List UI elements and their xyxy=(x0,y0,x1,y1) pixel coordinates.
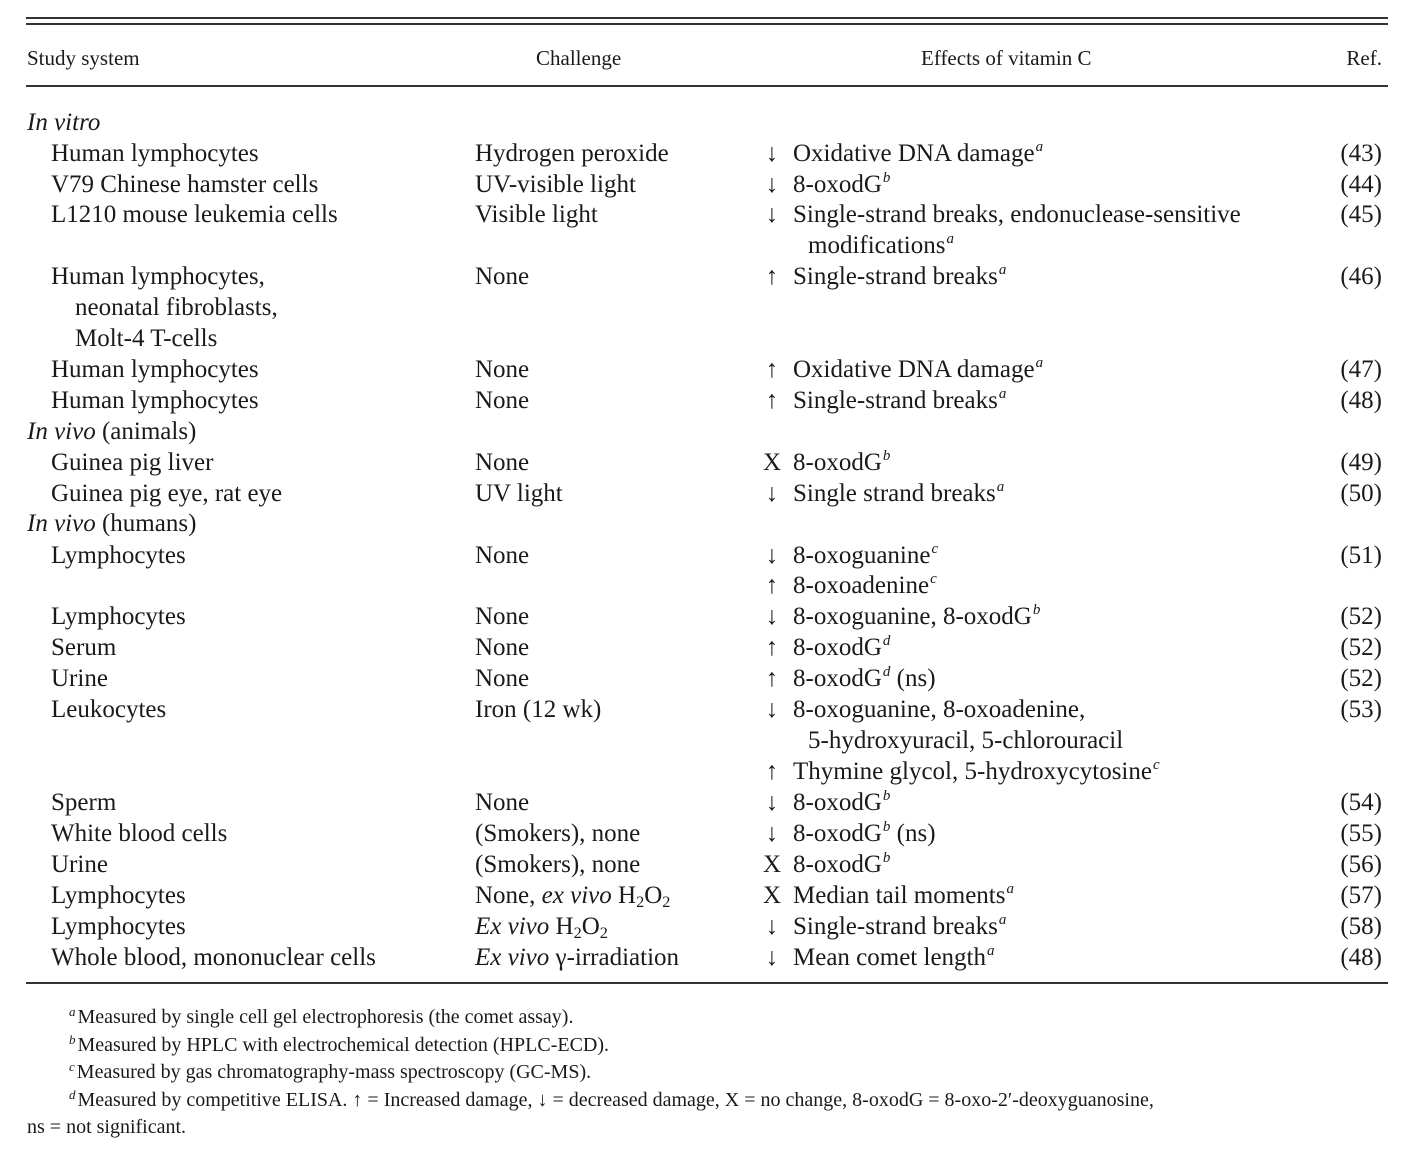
table-row xyxy=(0,601,1414,632)
cell-challenge: None xyxy=(475,356,530,383)
table-row xyxy=(0,540,1414,571)
cell-challenge: Hydrogen peroxide xyxy=(475,140,669,167)
cell-symbol: ↓ xyxy=(765,542,779,569)
table-row xyxy=(0,138,1414,169)
cell-effect xyxy=(793,880,1014,911)
effect-text: 8-oxodG xyxy=(793,789,882,816)
cell-challenge xyxy=(475,911,608,942)
effect-text: 8-oxoguanine, 8-oxodG xyxy=(793,603,1032,630)
cell-symbol: ↓ xyxy=(765,696,779,723)
footnote-mark: b xyxy=(882,819,891,836)
cell-ref: (52) xyxy=(1340,603,1382,630)
cell-challenge: Visible light xyxy=(475,201,598,228)
table-row xyxy=(0,632,1414,663)
cell-challenge: None xyxy=(475,387,530,414)
footnote-mark: a xyxy=(998,262,1007,279)
challenge-text: H xyxy=(549,913,574,940)
challenge-text: H xyxy=(611,882,637,909)
footnote-mark: c xyxy=(931,541,939,558)
cell-system: Serum xyxy=(51,634,117,661)
footnote-mark: d xyxy=(882,664,891,681)
footnote-mark: a xyxy=(998,912,1007,929)
footnote-mark: b xyxy=(882,448,891,465)
footnote-mark: c xyxy=(1152,757,1160,774)
table-row-continuation xyxy=(0,230,1414,261)
cell-effect: 8-oxoguanine, 8-oxoadenine, xyxy=(793,696,1086,723)
effect-note: (ns) xyxy=(890,665,936,692)
effect-text: Thymine glycol, 5-hydroxycytosine xyxy=(793,758,1152,785)
cell-ref: (48) xyxy=(1340,944,1382,971)
cell-effect xyxy=(793,756,1160,787)
cell-effect xyxy=(793,911,1006,942)
cell-effect xyxy=(793,385,1006,416)
cell-effect xyxy=(793,261,1006,292)
cell-system-continuation: neonatal fibroblasts, xyxy=(75,294,278,321)
cell-symbol: X xyxy=(762,882,782,909)
table-row xyxy=(0,849,1414,880)
effect-text: 8-oxodG xyxy=(793,634,882,661)
cell-ref: (45) xyxy=(1340,201,1382,228)
effect-text: Single-strand breaks xyxy=(793,913,998,940)
footnote-mark: b xyxy=(69,1031,76,1047)
footnote-mark: a xyxy=(1035,355,1044,372)
footnote-mark: a xyxy=(1035,139,1044,156)
cell-symbol: ↓ xyxy=(765,603,779,630)
cell-system: V79 Chinese hamster cells xyxy=(51,171,319,198)
cell-ref: (47) xyxy=(1340,356,1382,383)
cell-challenge: None xyxy=(475,634,530,661)
header-study-system: Study system xyxy=(27,46,140,70)
table-row xyxy=(0,385,1414,416)
effect-text: 8-oxodG xyxy=(793,171,882,198)
challenge-text: O xyxy=(644,882,663,909)
effect-text: 8-oxodG xyxy=(793,820,882,847)
footnote-line xyxy=(69,1032,609,1059)
table-row xyxy=(0,478,1414,509)
cell-symbol: X xyxy=(762,851,782,878)
cell-symbol: ↑ xyxy=(765,665,779,692)
cell-system: L1210 mouse leukemia cells xyxy=(51,201,338,228)
cell-effect xyxy=(793,138,1043,169)
cell-ref: (51) xyxy=(1340,542,1382,569)
table-row xyxy=(0,663,1414,694)
footnote-mark: c xyxy=(930,571,937,588)
effect-note: (ns) xyxy=(890,820,936,847)
cell-ref: (58) xyxy=(1340,913,1382,940)
cell-symbol: ↓ xyxy=(765,140,779,167)
table-row-continuation xyxy=(0,292,1414,323)
footnote-mark: c xyxy=(69,1058,75,1074)
footnote-line xyxy=(69,1004,573,1031)
section-in-vivo-humans xyxy=(27,508,196,539)
cell-challenge: Iron (12 wk) xyxy=(475,696,602,723)
table-row xyxy=(0,880,1414,911)
footnote-line xyxy=(69,1059,591,1086)
effect-text: 8-oxodG xyxy=(793,851,882,878)
cell-symbol: ↑ xyxy=(765,387,779,414)
challenge-text: None, xyxy=(475,882,542,909)
table-row xyxy=(0,261,1414,292)
footnote-mark: b xyxy=(882,850,891,867)
cell-ref: (55) xyxy=(1340,820,1382,847)
cell-symbol: ↑ xyxy=(765,572,779,599)
cell-effect xyxy=(793,478,1004,509)
header-challenge: Challenge xyxy=(536,46,622,70)
section-in-vivo: In vivo xyxy=(27,510,96,537)
footnote-text: ns = not significant. xyxy=(27,1116,187,1138)
effect-text: Median tail moments xyxy=(793,882,1006,909)
header-ref: Ref. xyxy=(1346,46,1382,70)
cell-ref: (49) xyxy=(1340,449,1382,476)
cell-symbol: ↓ xyxy=(765,480,779,507)
table-row xyxy=(0,199,1414,230)
section-humans: (humans) xyxy=(101,510,197,537)
cell-symbol: ↑ xyxy=(765,758,779,785)
cell-effect-continuation xyxy=(808,230,954,261)
table-row-continuation xyxy=(0,725,1414,756)
cell-effect xyxy=(793,849,890,880)
cell-symbol: ↓ xyxy=(765,789,779,816)
effect-text: 8-oxodG xyxy=(793,449,882,476)
cell-symbol: ↓ xyxy=(765,820,779,847)
cell-effect xyxy=(793,169,890,200)
cell-effect xyxy=(793,354,1043,385)
table-row xyxy=(0,787,1414,818)
cell-system: Leukocytes xyxy=(51,696,167,723)
bottom-rule xyxy=(26,982,1388,984)
table-header xyxy=(0,46,1414,78)
cell-ref: (48) xyxy=(1340,387,1382,414)
cell-system: Urine xyxy=(51,665,108,692)
cell-symbol: ↑ xyxy=(765,263,779,290)
footnote-mark: a xyxy=(946,231,954,248)
cell-effect xyxy=(793,942,995,973)
cell-ref: (54) xyxy=(1340,789,1382,816)
cell-challenge xyxy=(475,880,670,911)
footnote-mark: b xyxy=(1032,602,1041,619)
cell-symbol: ↑ xyxy=(765,634,779,661)
cell-challenge: None xyxy=(475,603,530,630)
challenge-text: γ-irradiation xyxy=(549,944,680,971)
cell-effect xyxy=(793,447,890,478)
footnote-mark: d xyxy=(69,1086,76,1102)
cell-challenge: None xyxy=(475,542,530,569)
cell-ref: (56) xyxy=(1340,851,1382,878)
footnote-text: Measured by single cell gel electrophoresis (the comet assay). xyxy=(77,1006,574,1028)
cell-ref: (50) xyxy=(1340,480,1382,507)
cell-effect xyxy=(793,787,890,818)
section-in-vitro: In vitro xyxy=(27,109,101,136)
cell-system: Sperm xyxy=(51,789,117,816)
subscript: 2 xyxy=(636,893,645,912)
section-heading xyxy=(0,416,1414,447)
footnote-text: Measured by competitive ELISA. ↑ = Increased damage, ↓ = decreased damage, X = no change, 8-oxodG = 8-oxo-2′-deoxyguanosine, xyxy=(77,1089,1154,1111)
cell-challenge: UV-visible light xyxy=(475,171,636,198)
challenge-italic: Ex vivo xyxy=(475,944,550,971)
cell-effect xyxy=(793,601,1040,632)
effect-text: Single-strand breaks xyxy=(793,263,998,290)
subscript: 2 xyxy=(599,924,608,943)
table-row xyxy=(0,911,1414,942)
subscript: 2 xyxy=(573,924,582,943)
challenge-text: O xyxy=(581,913,600,940)
table-row xyxy=(0,694,1414,725)
header-effects: Effects of vitamin C xyxy=(921,46,1092,70)
effect-text: Oxidative DNA damage xyxy=(793,140,1035,167)
cell-symbol: X xyxy=(762,449,782,476)
footnote-mark: d xyxy=(882,633,891,650)
table-row xyxy=(0,818,1414,849)
table-row xyxy=(0,169,1414,200)
cell-challenge: None xyxy=(475,665,530,692)
cell-effect-continuation: 5-hydroxyuracil, 5-chlorouracil xyxy=(808,727,1124,754)
cell-symbol: ↓ xyxy=(765,201,779,228)
cell-effect xyxy=(793,570,937,601)
footnote-mark: a xyxy=(987,943,995,960)
section-heading xyxy=(0,107,1414,138)
cell-system: Human lymphocytes xyxy=(51,140,259,167)
cell-symbol: ↓ xyxy=(765,944,779,971)
effect-text: 8-oxoguanine xyxy=(793,542,931,569)
section-heading xyxy=(0,508,1414,539)
section-in-vivo-animals xyxy=(27,416,196,447)
cell-challenge xyxy=(475,942,679,973)
effect-text: Single strand breaks xyxy=(793,480,996,507)
cell-system: Guinea pig liver xyxy=(51,449,214,476)
subscript: 2 xyxy=(662,893,671,912)
footnote-line xyxy=(69,1087,1154,1114)
cell-system-continuation: Molt-4 T-cells xyxy=(75,325,218,352)
footnote-mark: a xyxy=(998,386,1007,403)
cell-system: Human lymphocytes xyxy=(51,387,259,414)
table-row-continuation xyxy=(0,756,1414,787)
table-row xyxy=(0,942,1414,973)
cell-challenge: None xyxy=(475,789,530,816)
section-in-vivo: In vivo xyxy=(27,418,96,445)
cell-system: Lymphocytes xyxy=(51,913,186,940)
cell-challenge: None xyxy=(475,263,530,290)
cell-effect xyxy=(793,818,936,849)
cell-effect xyxy=(793,632,890,663)
footnote-mark: a xyxy=(996,479,1005,496)
footnote-mark: b xyxy=(882,788,891,805)
cell-symbol: ↑ xyxy=(765,356,779,383)
cell-ref: (57) xyxy=(1340,882,1382,909)
cell-ref: (53) xyxy=(1340,696,1382,723)
footnote-mark: a xyxy=(69,1003,76,1019)
top-rule-double xyxy=(26,23,1388,25)
cell-ref: (52) xyxy=(1340,634,1382,661)
cell-system: Lymphocytes xyxy=(51,542,186,569)
footnote-mark: a xyxy=(1006,881,1014,898)
cell-ref: (52) xyxy=(1340,665,1382,692)
cell-ref: (44) xyxy=(1340,171,1382,198)
cell-system: Lymphocytes xyxy=(51,882,186,909)
cell-effect xyxy=(793,540,938,571)
effect-text: Mean comet length xyxy=(793,944,986,971)
cell-system: Urine xyxy=(51,851,108,878)
cell-system: Lymphocytes xyxy=(51,603,186,630)
effect-text: 8-oxoadenine xyxy=(793,572,930,599)
cell-effect xyxy=(793,663,936,694)
table-row-continuation xyxy=(0,570,1414,601)
cell-challenge: UV light xyxy=(475,480,563,507)
cell-challenge: None xyxy=(475,449,530,476)
table-row xyxy=(0,354,1414,385)
cell-ref: (46) xyxy=(1340,263,1382,290)
cell-system: White blood cells xyxy=(51,820,228,847)
cell-symbol: ↓ xyxy=(765,171,779,198)
header-rule xyxy=(26,85,1388,87)
cell-ref: (43) xyxy=(1340,140,1382,167)
footnote-text: Measured by gas chromatography-mass spectroscopy (GC-MS). xyxy=(76,1061,592,1083)
challenge-italic: ex vivo xyxy=(541,882,612,909)
cell-system: Human lymphocytes xyxy=(51,356,259,383)
section-animals: (animals) xyxy=(101,418,197,445)
challenge-italic: Ex vivo xyxy=(475,913,550,940)
cell-challenge: (Smokers), none xyxy=(475,820,641,847)
footnote-mark: b xyxy=(882,170,891,187)
table-row xyxy=(0,447,1414,478)
top-rule xyxy=(26,17,1388,19)
cell-system: Human lymphocytes, xyxy=(51,263,265,290)
effect-text: Single-strand breaks xyxy=(793,387,998,414)
table-row-continuation xyxy=(0,323,1414,354)
cell-system: Whole blood, mononuclear cells xyxy=(51,944,376,971)
effect-text: 8-oxodG xyxy=(793,665,882,692)
cell-challenge: (Smokers), none xyxy=(475,851,641,878)
cell-symbol: ↓ xyxy=(765,913,779,940)
effect-text: modifications xyxy=(808,232,946,259)
footnote-text: Measured by HPLC with electrochemical detection (HPLC-ECD). xyxy=(77,1034,610,1056)
effect-text: Oxidative DNA damage xyxy=(793,356,1035,383)
cell-system: Guinea pig eye, rat eye xyxy=(51,480,283,507)
cell-effect: Single-strand breaks, endonuclease-sensitive xyxy=(793,201,1241,228)
